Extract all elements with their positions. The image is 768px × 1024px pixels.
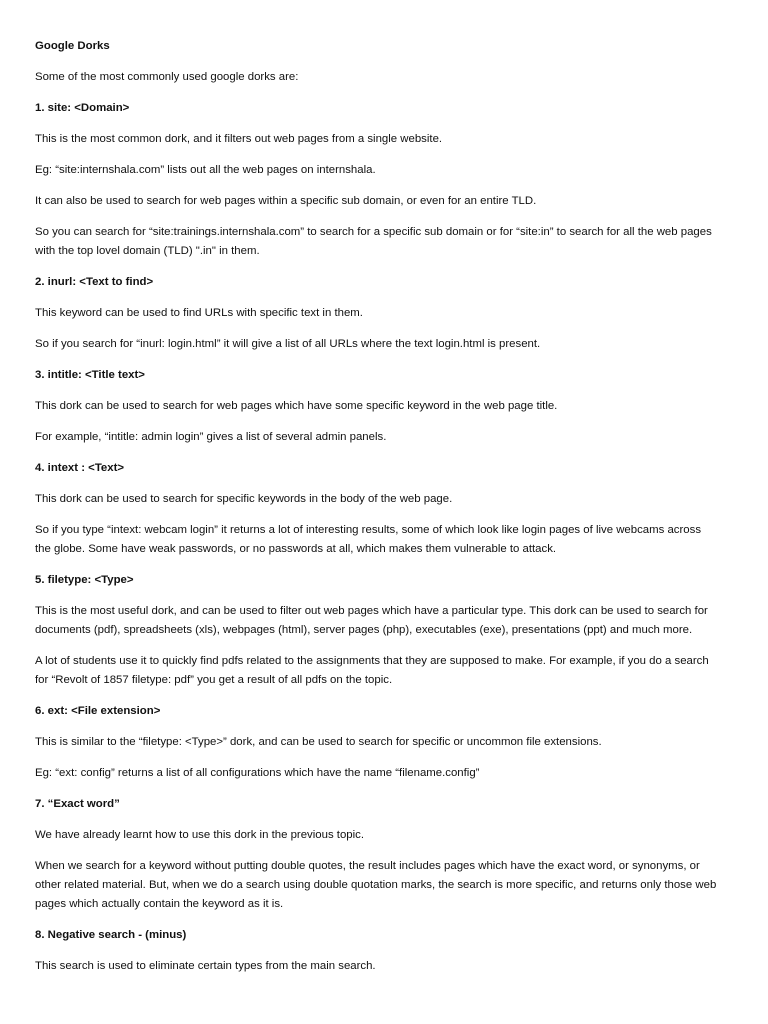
paragraph	[35, 764, 735, 783]
section-heading-intitle: 3. intitle: <Title text>	[35, 369, 145, 381]
section-heading-filetype: 5. filetype: <Type>	[35, 574, 134, 586]
section-heading-negative-search: 8. Negative search - (minus)	[35, 929, 187, 941]
text-line: A lot of students use it to quickly find pdfs related to the assignments that they are supposed to make. For example, if you do a search	[35, 655, 709, 667]
text-line: pages which actually contain the keyword as it is.	[35, 898, 284, 910]
text-line: other related material. But, when we do a search using double quotation marks, the search is more specific, and returns only those web	[35, 879, 717, 891]
text-line: We have already learnt how to use this dork in the previous topic.	[35, 829, 365, 841]
text-line: Eg: “ext: config” returns a list of all configurations which have the name “filename.config”	[35, 767, 480, 779]
section-heading-ext: 6. ext: <File extension>	[35, 705, 161, 717]
text-line: This search is used to eliminate certain types from the main search.	[35, 960, 376, 972]
paragraph	[35, 733, 735, 752]
text-line: This dork can be used to search for web pages which have some specific keyword in the web page title.	[35, 400, 558, 412]
text-line: It can also be used to search for web pages within a specific sub domain, or even for an entire TLD.	[35, 195, 537, 207]
text-line: for “Revolt of 1857 filetype: pdf” you get a result of all pdfs on the topic.	[35, 674, 393, 686]
text-line: This dork can be used to search for specific keywords in the body of the web page.	[35, 493, 453, 505]
paragraph	[35, 957, 735, 976]
paragraph	[35, 223, 735, 261]
document-intro: Some of the most commonly used google dorks are:	[35, 71, 299, 83]
text-line: This is similar to the “filetype: <Type>” dork, and can be used to search for specific or uncommon file extensions.	[35, 736, 602, 748]
text-line: with the top lovel domain (TLD) ".in" in them.	[35, 245, 260, 257]
text-line: When we search for a keyword without putting double quotes, the result includes pages which have the exact word, or synonyms, or	[35, 860, 700, 872]
paragraph	[35, 397, 735, 416]
text-line: So you can search for “site:trainings.internshala.com” to search for a specific sub domain or for “site:in” to search for all the web pages	[35, 226, 712, 238]
text-line: For example, “intitle: admin login” gives a list of several admin panels.	[35, 431, 387, 443]
paragraph	[35, 428, 735, 447]
section-heading-exact-word: 7. “Exact word”	[35, 798, 120, 810]
paragraph	[35, 304, 735, 323]
paragraph	[35, 602, 735, 640]
text-line: So if you search for “inurl: login.html” it will give a list of all URLs where the text login.html is present.	[35, 338, 541, 350]
text-line: This is the most useful dork, and can be used to filter out web pages which have a particular type. This dork can be used to search for	[35, 605, 708, 617]
paragraph	[35, 521, 735, 559]
document-title: Google Dorks	[35, 40, 110, 52]
section-heading-inurl: 2. inurl: <Text to find>	[35, 276, 154, 288]
text-line: Eg: “site:internshala.com” lists out all the web pages on internshala.	[35, 164, 376, 176]
section-heading-site: 1. site: <Domain>	[35, 102, 130, 114]
paragraph	[35, 826, 735, 845]
text-line: This is the most common dork, and it filters out web pages from a single website.	[35, 133, 443, 145]
section-heading-intext: 4. intext : <Text>	[35, 462, 125, 474]
text-line: This keyword can be used to find URLs with specific text in them.	[35, 307, 363, 319]
document-page	[35, 37, 735, 988]
paragraph	[35, 335, 735, 354]
paragraph	[35, 192, 735, 211]
paragraph	[35, 857, 735, 914]
text-line: So if you type “intext: webcam login” it returns a lot of interesting results, some of which look like login pages of live webcams across	[35, 524, 702, 536]
paragraph	[35, 130, 735, 149]
paragraph	[35, 161, 735, 180]
text-line: the globe. Some have weak passwords, or no passwords at all, which makes them vulnerable to attack.	[35, 543, 557, 555]
paragraph	[35, 652, 735, 690]
text-line: documents (pdf), spreadsheets (xls), webpages (html), server pages (php), executables (exe), presentations (ppt) and much more.	[35, 624, 693, 636]
paragraph	[35, 490, 735, 509]
